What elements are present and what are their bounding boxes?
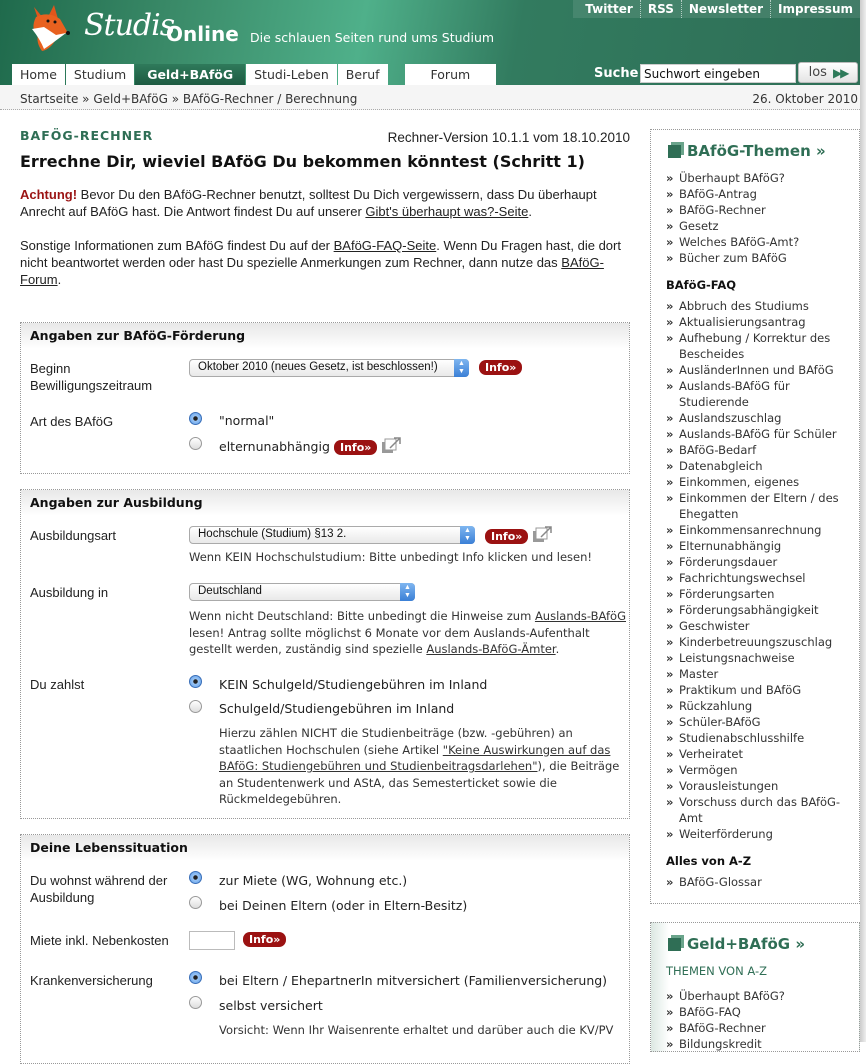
logo-wordmark[interactable]: Studis xyxy=(84,8,175,43)
sidebar-faq-link[interactable]: » Kinderbetreuungszuschlag xyxy=(666,634,852,650)
sidebar-link[interactable]: » BAföG-Rechner xyxy=(666,1020,852,1036)
sidebar-faq-link[interactable]: » Datenabgleich xyxy=(666,458,852,474)
radio-art-normal-label: "normal" xyxy=(219,413,275,428)
toplink-impressum[interactable]: Impressum xyxy=(770,0,860,18)
du-zahlst-label: Du zahlst xyxy=(30,677,85,692)
sidebar-geld-bafoeg xyxy=(650,922,860,1052)
intro-text xyxy=(20,186,630,288)
nav-geld-bafoeg[interactable]: Geld+BAföG xyxy=(135,64,245,85)
nav-studium[interactable]: Studium xyxy=(66,64,134,85)
nav-studi-leben[interactable]: Studi-Leben xyxy=(246,64,337,85)
info-button-miete[interactable]: Info» xyxy=(243,932,286,947)
hint-text: Hierzu zählen NICHT die Studienbeiträge (bzw. -gebühren) an staatlichen Hochschulen (siehe Artikel xyxy=(219,726,573,757)
site-header xyxy=(0,0,860,85)
radio-art-normal[interactable] xyxy=(189,412,202,425)
warning-label: Achtung! xyxy=(20,187,78,202)
toplink-twitter[interactable]: Twitter xyxy=(585,2,633,16)
sidebar-faq-link[interactable]: » Auslands-BAföG für Schüler xyxy=(666,426,852,442)
sidebar-faq-link[interactable]: » Leistungsnachweise xyxy=(666,650,852,666)
ausbildung-in-label: Ausbildung in xyxy=(30,585,109,600)
sidebar-faq-link[interactable]: » Schüler-BAföG xyxy=(666,714,852,730)
section-ausbildung xyxy=(20,489,630,819)
section-lebenssituation xyxy=(20,834,630,1064)
sidebar-faq-link[interactable]: » BAföG-Bedarf xyxy=(666,442,852,458)
radio-kv-selbst[interactable] xyxy=(189,996,202,1009)
hint-text: ), die Beiträge an Studentenwerk und AStA, das Semesterticket sowie die Rückmeldegebühren. xyxy=(219,759,620,806)
square-bullet-icon xyxy=(668,938,681,951)
intro-text-1: Bevor Du den BAföG-Rechner benutzt, solltest Du Dich vergewissern, dass Du überhaupt Anrecht auf BAföG hast. Die Antwort findest Du auf unserer xyxy=(20,187,597,219)
radio-art-elternunabhaengig-label: elternunabhängig xyxy=(219,439,330,454)
info-button-elternunabhaengig[interactable]: Info» xyxy=(334,440,377,455)
ausbildung-in-hint xyxy=(189,608,629,658)
nav-home[interactable]: Home xyxy=(12,64,65,85)
art-label: Art des BAföG xyxy=(30,414,114,429)
section-title: Angaben zur BAföG-Förderung xyxy=(21,323,629,349)
sidebar-link[interactable]: » BAföG-Rechner xyxy=(666,202,852,218)
logo-online: Online xyxy=(166,22,239,46)
square-bullet-icon xyxy=(668,145,681,158)
intro-text-1-end: . xyxy=(528,204,532,219)
sidebar-faq-link[interactable]: » Auslands-BAföG für Studierende xyxy=(666,378,852,410)
radio-kv-familie[interactable] xyxy=(189,971,202,984)
sidebar-bafoeg-themen xyxy=(650,129,860,904)
sidebar-title-themen[interactable] xyxy=(666,142,826,160)
calculator-version: Rechner-Version 10.1.1 vom 18.10.2010 xyxy=(387,130,630,145)
search-button[interactable] xyxy=(798,62,858,83)
nav-beruf[interactable]: Beruf xyxy=(338,64,388,85)
az-heading: Alles von A-Z xyxy=(666,854,752,868)
tagline: Die schlauen Seiten rund ums Studium xyxy=(250,30,495,45)
sidebar-faq-link[interactable]: » Geschwister xyxy=(666,618,852,634)
info-button-beginn[interactable]: Info» xyxy=(479,360,522,375)
hint-text: lesen! Antrag sollte möglichst 6 Monate vor dem Auslands-Aufenthalt gestellt werden, zuständig sind spezielle xyxy=(189,625,590,656)
radio-wohnen-miete-label: zur Miete (WG, Wohnung etc.) xyxy=(219,873,408,888)
search-button-label: los xyxy=(808,65,827,80)
sidebar-link[interactable]: » Überhaupt BAföG? xyxy=(666,988,852,1004)
sidebar-faq-link[interactable]: » Studienabschlusshilfe xyxy=(666,730,852,746)
du-zahlst-hint xyxy=(219,725,623,808)
external-window-icon[interactable] xyxy=(532,525,554,543)
sidebar-faq-link[interactable]: » Rückzahlung xyxy=(666,698,852,714)
sidebar-faq-link[interactable]: » Auslandszuschlag xyxy=(666,410,852,426)
radio-kv-familie-label: bei Eltern / EhepartnerIn mitversichert (Familienversicherung) xyxy=(219,973,608,988)
miete-input[interactable] xyxy=(189,931,235,950)
breadcrumb[interactable]: Startseite » Geld+BAföG » BAföG-Rechner / Berechnung xyxy=(20,92,358,106)
section-foerderung xyxy=(20,322,630,474)
search-label: Suche xyxy=(594,66,639,81)
radio-kv-selbst-label: selbst versichert xyxy=(219,998,323,1013)
section-kicker: BAFÖG-RECHNER xyxy=(20,128,154,143)
sidebar-faq-link[interactable]: » Aufhebung / Korrektur des Bescheides xyxy=(666,330,852,362)
sidebar-link[interactable]: » BAföG-FAQ xyxy=(666,1004,852,1020)
radio-zahlst-schulgeld[interactable] xyxy=(189,700,202,713)
nav-forum[interactable]: Forum xyxy=(405,64,497,85)
sidebar-faq-link[interactable]: » Abbruch des Studiums xyxy=(666,298,852,314)
search-input[interactable] xyxy=(640,64,796,83)
fox-logo-icon[interactable] xyxy=(28,3,72,53)
ausbildungsart-label: Ausbildungsart xyxy=(30,528,116,543)
page-title: Errechne Dir, wieviel BAföG Du bekommen könntest (Schritt 1) xyxy=(20,152,585,171)
breadcrumb-bar xyxy=(0,85,860,110)
sidebar-faq-link[interactable]: » Fachrichtungswechsel xyxy=(666,570,852,586)
beginn-label: Beginn Bewilligungszeitraum xyxy=(30,361,153,393)
sidebar-faq-link[interactable]: » Einkommen der Eltern / des Ehegatten xyxy=(666,490,852,522)
sidebar-link[interactable]: » Gesetz xyxy=(666,218,852,234)
double-arrow-icon: ▶▶ xyxy=(832,65,848,80)
sidebar-faq-link[interactable]: » Vermögen xyxy=(666,762,852,778)
sidebar-faq-link[interactable]: » Vorschuss durch das BAföG-Amt xyxy=(666,794,852,826)
themen-list xyxy=(666,170,852,266)
sidebar-title-geld-bafoeg[interactable] xyxy=(666,935,805,953)
sidebar-link[interactable]: » BAföG-Antrag xyxy=(666,186,852,202)
ausbildungsart-select-value: Hochschule (Studium) §13 2. xyxy=(198,528,347,540)
info-button-ausbildungsart[interactable]: Info» xyxy=(485,529,528,544)
kv-hint: Vorsicht: Wenn Ihr Waisenrente erhaltet und darüber auch die KV/PV xyxy=(219,1023,614,1037)
intro-text-2-mid: . Wenn Du Fragen hast, die dort nicht beantwortet werden oder hast Du spezielle Anmerkungen zum Rechner, dann nutze das xyxy=(20,238,621,270)
sidebar-faq-link[interactable]: » Förderungsabhängigkeit xyxy=(666,602,852,618)
sidebar-faq-link[interactable]: » Master xyxy=(666,666,852,682)
radio-zahlst-schulgeld-label: Schulgeld/Studiengebühren im Inland xyxy=(219,701,455,716)
krankenversicherung-label: Krankenversicherung xyxy=(30,973,153,988)
geld-bafoeg-list xyxy=(666,988,852,1052)
link-gibts-ueberhaupt-was[interactable]: Gibt's überhaupt was?-Seite xyxy=(365,204,529,219)
section-title: Angaben zur Ausbildung xyxy=(21,490,629,516)
sidebar-title-text: Geld+BAföG » xyxy=(687,935,806,953)
ausbildung-in-select[interactable] xyxy=(189,583,415,601)
select-stepper-icon: ▲ ▼ xyxy=(460,526,475,544)
sidebar-title-text: BAföG-Themen » xyxy=(687,142,826,160)
faq-list xyxy=(666,298,852,842)
themen-az-heading: THEMEN VON A-Z xyxy=(666,964,768,978)
radio-wohnen-miete[interactable] xyxy=(189,871,202,884)
select-stepper-icon: ▲ ▼ xyxy=(400,583,415,601)
sidebar-faq-link[interactable]: » Weiterförderung xyxy=(666,826,852,842)
beginn-select-value: Oktober 2010 (neues Gesetz, ist beschlossen!) xyxy=(198,361,438,373)
sidebar-faq-link[interactable]: » Förderungsdauer xyxy=(666,554,852,570)
intro-paragraph-2 xyxy=(20,237,630,288)
sidebar-link[interactable]: » BAföG-Glossar xyxy=(666,874,852,890)
sidebar-link[interactable]: » Überhaupt BAföG? xyxy=(666,170,852,186)
radio-zahlst-kein[interactable] xyxy=(189,675,202,688)
radio-art-elternunabhaengig[interactable] xyxy=(189,437,202,450)
radio-wohnen-eltern-label: bei Deinen Eltern (oder in Eltern-Besitz) xyxy=(219,898,468,913)
hint-text: . xyxy=(555,642,560,656)
sidebar-link[interactable]: » Bücher zum BAföG xyxy=(666,250,852,266)
ausbildung-in-select-value: Deutschland xyxy=(198,585,262,597)
link-bafoeg-forum[interactable]: BAföG-Forum xyxy=(20,255,604,287)
sidebar-link[interactable]: » Bildungskredit xyxy=(666,1036,852,1052)
sidebar-faq-link[interactable]: » Vorausleistungen xyxy=(666,778,852,794)
wohnen-label: Du wohnst während der Ausbildung xyxy=(30,873,168,905)
intro-text-2-end: . xyxy=(57,272,62,287)
main-content xyxy=(20,128,630,288)
page-edge-shadow xyxy=(860,0,866,1042)
intro-paragraph-1 xyxy=(20,186,630,220)
sidebar-faq-link[interactable]: » Einkommen, eigenes xyxy=(666,474,852,490)
az-list xyxy=(666,874,852,890)
sidebar-faq-link[interactable]: » AusländerInnen und BAföG xyxy=(666,362,852,378)
link-auslands-bafoeg[interactable]: Auslands-BAföG xyxy=(534,609,626,623)
top-links xyxy=(573,0,860,18)
radio-zahlst-kein-label: KEIN Schulgeld/Studiengebühren im Inland xyxy=(219,677,488,692)
intro-text-2: Sonstige Informationen zum BAföG findest Du auf der xyxy=(20,238,334,253)
external-window-icon[interactable] xyxy=(381,436,403,454)
ausbildungsart-hint: Wenn KEIN Hochschulstudium: Bitte unbedingt Info klicken und lesen! xyxy=(189,550,593,564)
select-stepper-icon: ▲ ▼ xyxy=(454,359,469,377)
faq-heading: BAföG-FAQ xyxy=(666,278,736,292)
sidebar-faq-link[interactable]: » Elternunabhängig xyxy=(666,538,852,554)
sidebar-faq-link[interactable]: » Einkommensanrechnung xyxy=(666,522,852,538)
main-nav xyxy=(12,64,497,85)
current-date: 26. Oktober 2010 xyxy=(752,92,858,106)
sidebar-faq-link[interactable]: » Verheiratet xyxy=(666,746,852,762)
sidebar-faq-link[interactable]: » Praktikum und BAföG xyxy=(666,682,852,698)
link-keine-auswirkungen-artikel[interactable]: "Keine Auswirkungen auf das BAföG: Studiengebühren und Studienbeitragsdarlehen" xyxy=(219,742,611,773)
link-bafoeg-faq[interactable]: BAföG-FAQ-Seite xyxy=(333,238,437,253)
radio-wohnen-eltern[interactable] xyxy=(189,896,202,909)
sidebar-link[interactable]: » Welches BAföG-Amt? xyxy=(666,234,852,250)
ausbildungsart-select[interactable] xyxy=(189,526,475,544)
sidebar-faq-link[interactable]: » Aktualisierungsantrag xyxy=(666,314,852,330)
beginn-select[interactable] xyxy=(189,359,469,377)
hint-text: Wenn nicht Deutschland: Bitte unbedingt die Hinweise zum xyxy=(189,609,535,623)
toplink-rss[interactable]: RSS xyxy=(640,0,681,18)
link-auslands-bafoeg-aemter[interactable]: Auslands-BAföG-Ämter xyxy=(426,642,556,656)
sidebar-faq-link[interactable]: » Förderungsarten xyxy=(666,586,852,602)
section-title: Deine Lebenssituation xyxy=(21,835,629,861)
toplink-newsletter[interactable]: Newsletter xyxy=(681,0,770,18)
miete-label: Miete inkl. Nebenkosten xyxy=(30,933,169,948)
